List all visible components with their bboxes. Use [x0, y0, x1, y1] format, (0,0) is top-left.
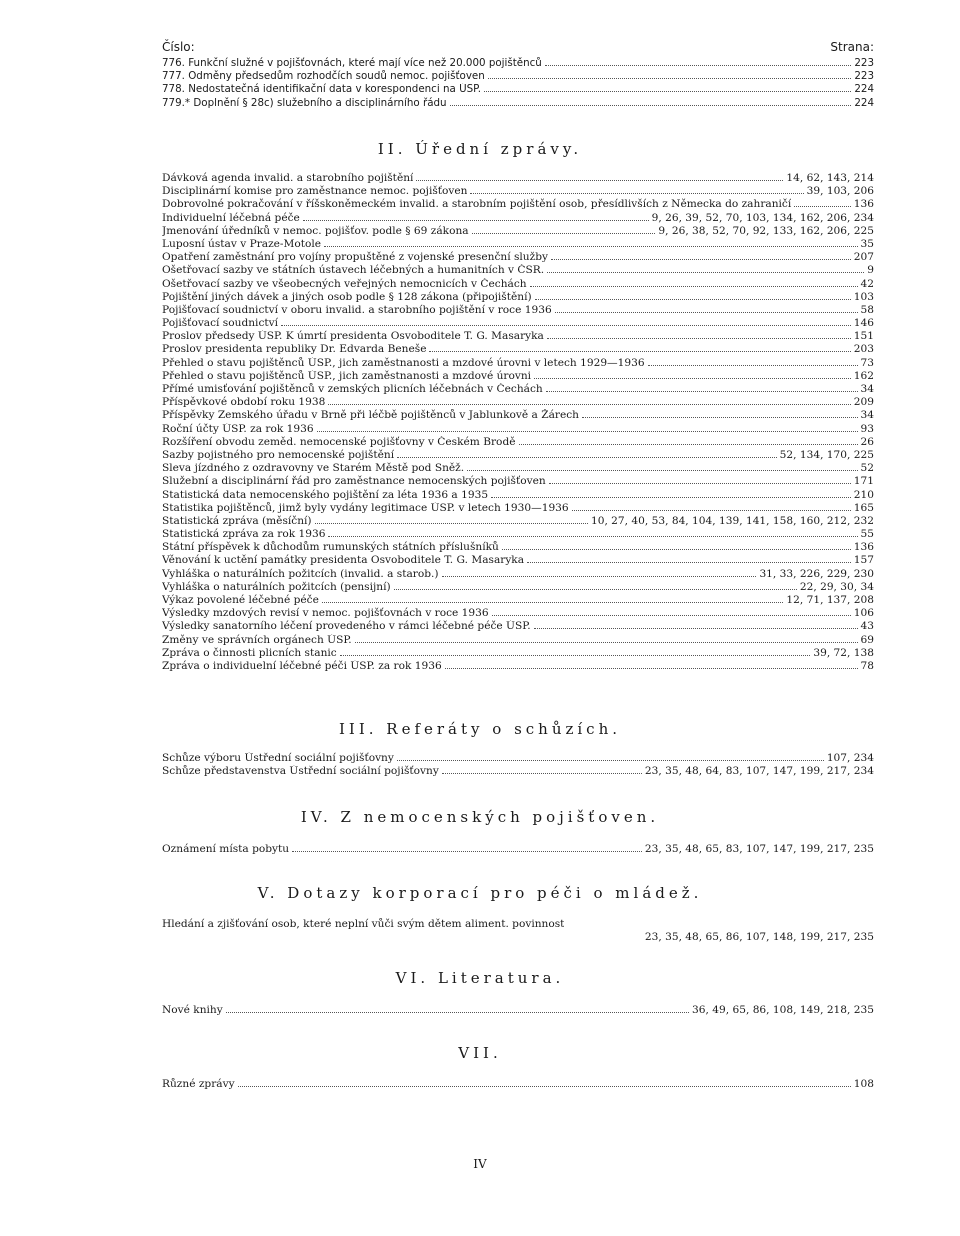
- entry-pages: 106: [853, 607, 874, 620]
- entry-text: Přehled o stavu pojištěnců ÚSP., jich zaměstnanosti a mzdové úrovni v letech 1929—1936: [162, 356, 645, 369]
- toc-entry: [162, 660, 874, 673]
- entry-pages: 43: [860, 620, 874, 633]
- entry-text: Luposní ústav v Praze-Motole: [162, 237, 322, 250]
- entry-pages: 23, 35, 48, 65, 86, 107, 148, 199, 217, 235: [644, 931, 874, 944]
- entry-pages: 171: [853, 475, 874, 488]
- entry-text: Vyhláška o naturálních požitcích (invalid. a starob.): [162, 567, 439, 580]
- toc-entry: [162, 1004, 874, 1017]
- entry-pages: 207: [853, 251, 874, 264]
- entry-pages: 223: [854, 57, 874, 69]
- entry-text: Statistika pojištěnců, jimž byly vydány legitimace ÚSP. v letech 1930—1936: [162, 501, 569, 514]
- section-7-list: [162, 1078, 874, 1091]
- dot-leader: [328, 404, 850, 405]
- entry-text: Pojišťovací soudnictví v oboru invalid. a starobního pojištění v roce 1936: [162, 303, 552, 316]
- entry-text: Sazby pojistného pro nemocenské pojištění: [162, 448, 395, 461]
- entry-text: Statistická zpráva (měsíční): [162, 514, 312, 527]
- toc-entry: [162, 1078, 874, 1091]
- toc-entry: [162, 581, 874, 594]
- dot-leader: [555, 312, 858, 313]
- dot-leader: [324, 246, 857, 247]
- entry-text: Statistická data nemocenského pojištění za léta 1936 a 1935: [162, 488, 489, 501]
- entry-text: Zpráva o individuelní léčebné péči ÚSP. za rok 1936: [162, 659, 442, 672]
- entry-pages: 107, 234: [826, 752, 874, 764]
- entry-pages: 103: [853, 290, 874, 303]
- toc-entry: [162, 343, 874, 356]
- entry-text: Vyhláška o naturálních požitcích (pensijní): [162, 580, 391, 593]
- dot-leader: [648, 365, 858, 366]
- entry-pages: 42: [860, 277, 874, 290]
- toc-entry: [162, 752, 874, 765]
- toc-entry: [162, 357, 874, 370]
- entry-text: Příspěvkové období roku 1938: [162, 396, 326, 409]
- dot-leader: [534, 378, 851, 379]
- toc-entry: [162, 291, 874, 304]
- dot-leader: [397, 457, 777, 458]
- dot-leader: [491, 497, 851, 498]
- entry-text: Věnování k uctění památky presidenta Osvoboditele T. G. Masaryka: [162, 554, 525, 567]
- entry-pages: 151: [853, 330, 874, 343]
- dot-leader: [429, 351, 850, 352]
- section-5-entry: [162, 918, 874, 944]
- entry-pages: 203: [853, 343, 874, 356]
- dot-leader: [545, 65, 852, 66]
- dot-leader: [794, 206, 851, 207]
- toc-entry: [162, 634, 874, 647]
- toc-entry: [162, 765, 874, 778]
- entry-pages: 223: [854, 70, 874, 83]
- entry-text: Schůze představenstva Ústřední sociální pojišťovny: [162, 765, 439, 778]
- entry-pages: 39, 72, 138: [813, 646, 874, 659]
- toc-entry: [162, 251, 874, 264]
- entry-pages: 12, 71, 137, 208: [786, 594, 874, 606]
- section-3-list: [162, 752, 874, 778]
- entry-text: Hledání a zjišťování osob, které neplní vůči svým dětem aliment. povinnost: [162, 918, 565, 930]
- dot-leader: [322, 602, 784, 603]
- entry-text: Příspěvky Zemského úřadu v Brně při léčbě pojištěnců v Jablunkově a Žárech: [162, 409, 579, 422]
- dot-leader: [467, 470, 857, 471]
- entry-text: Výsledky sanatorního léčení provedeného v rámci léčebné péče ÚSP.: [162, 620, 531, 633]
- entry-text: Dobrovolné pokračování v říšskoněmeckém invalid. a starobním pojištění osob, přesídlivších z Německa do zahraničí: [162, 198, 792, 211]
- entry-text: 778. Nedostatečná identifikační data v korespondenci na ÚSP.: [162, 83, 482, 96]
- dot-leader: [328, 536, 857, 537]
- toc-entry: [162, 436, 874, 449]
- entry-text: Různé zprávy: [162, 1078, 235, 1090]
- toc-entry: [162, 278, 874, 291]
- toc-entry: [162, 449, 874, 462]
- section-heading-6: VI. Literatura.: [395, 969, 565, 987]
- entry-text: Ošetřovací sazby ve státních ústavech léčebných a humanitních v ČSR.: [162, 264, 545, 277]
- entry-pages: 36, 49, 65, 86, 108, 149, 218, 235: [692, 1004, 874, 1016]
- dot-leader: [238, 1086, 851, 1087]
- entry-pages: 108: [853, 1078, 874, 1090]
- toc-entry: [162, 396, 874, 409]
- toc-entry: [162, 607, 874, 620]
- toc-entry: [162, 409, 874, 422]
- entry-pages: 14, 62, 143, 214: [786, 172, 874, 184]
- toc-top-list: [162, 57, 874, 110]
- section-heading-5: V. Dotazy korporací pro péči o mládež.: [257, 884, 703, 902]
- entry-text: Roční účty ÚSP. za rok 1936: [162, 422, 314, 435]
- section-2-list: [162, 172, 874, 673]
- toc-entry: [162, 647, 874, 660]
- dot-leader: [442, 773, 642, 774]
- toc-entry: [162, 212, 874, 225]
- entry-pages: 162: [853, 369, 874, 382]
- entry-pages: 23, 35, 48, 65, 83, 107, 147, 199, 217, 235: [644, 843, 874, 855]
- toc-entry: [162, 475, 874, 488]
- entry-text: 776. Funkční služné v pojišťovnách, které mají více než 20.000 pojištěnců: [162, 57, 542, 69]
- entry-text: Přímé umisťování pojištěnců v zemských plicních léčebnách v Čechách: [162, 383, 543, 395]
- entry-text: Ošetřovací sazby ve všeobecných veřejných nemocnicích v Čechách: [162, 277, 527, 290]
- dot-leader: [582, 417, 858, 418]
- entry-pages: 10, 27, 40, 53, 84, 104, 139, 141, 158, 160, 212, 232: [590, 514, 874, 527]
- dot-leader: [442, 576, 757, 577]
- section-6-list: [162, 1004, 874, 1017]
- toc-entry: [162, 502, 874, 515]
- entry-text: Individuelní léčebná péče: [162, 211, 300, 224]
- dot-leader: [303, 220, 649, 221]
- entry-text: Výkaz povolené léčebné péče: [162, 594, 319, 606]
- entry-pages: 224: [854, 96, 874, 109]
- toc-entry: [162, 528, 874, 541]
- entry-pages: 136: [853, 541, 874, 554]
- dot-leader: [355, 642, 858, 643]
- entry-pages: 224: [854, 83, 874, 96]
- toc-entry: [162, 383, 874, 396]
- entry-pages: 26: [860, 435, 874, 448]
- entry-text: 777. Odměny předsedům rozhodčích soudů nemoc. pojišťoven: [162, 70, 485, 83]
- dot-leader: [549, 483, 851, 484]
- toc-entry: [162, 620, 874, 633]
- dot-leader: [416, 180, 783, 181]
- dot-leader: [502, 549, 851, 550]
- entry-pages: 73: [860, 356, 874, 369]
- entry-text: Zpráva o činnosti plicních stanic: [162, 646, 337, 659]
- entry-pages: 34: [860, 383, 874, 395]
- toc-entry: [162, 594, 874, 607]
- entry-text: Výsledky mzdových revisí v nemoc. pojišťovnách v roce 1936: [162, 607, 489, 620]
- entry-text: Oznámení místa pobytu: [162, 843, 290, 855]
- entry-pages: 9, 26, 38, 52, 70, 92, 133, 162, 206, 225: [658, 224, 874, 237]
- entry-text: Statistická zpráva za rok 1936: [162, 528, 326, 541]
- dot-leader: [484, 91, 851, 92]
- dot-leader: [226, 1012, 689, 1013]
- toc-entry: [162, 317, 874, 330]
- section-heading-4: IV. Z nemocenských pojišťoven.: [300, 808, 660, 826]
- entry-text: Pojišťovací soudnictví: [162, 317, 279, 330]
- entry-pages: 22, 29, 30, 34: [799, 580, 874, 593]
- dot-leader: [546, 391, 858, 392]
- entry-pages: 93: [860, 422, 874, 435]
- dot-leader: [519, 444, 858, 445]
- toc-entry: [162, 554, 874, 567]
- toc-entry: [162, 57, 874, 70]
- section-heading-2: II. Úřední zprávy.: [377, 140, 583, 158]
- entry-text: Disciplinární komise pro zaměstnance nemoc. pojišťoven: [162, 185, 468, 198]
- dot-leader: [317, 431, 858, 432]
- entry-text: Proslov presidenta republiky Dr. Edvarda Beneše: [162, 343, 427, 356]
- toc-entry: [162, 83, 874, 96]
- entry-pages: 9: [867, 264, 874, 277]
- dot-leader: [281, 325, 851, 326]
- dot-leader: [488, 78, 852, 79]
- dot-leader: [551, 259, 851, 260]
- entry-pages: 165: [853, 501, 874, 514]
- entry-pages: 39, 103, 206: [806, 185, 874, 198]
- entry-pages: 52, 134, 170, 225: [779, 448, 874, 461]
- entry-text: Pojištění jiných dávek a jiných osob podle § 128 zákona (připojištění): [162, 290, 532, 303]
- dot-leader: [292, 851, 642, 852]
- toc-entry: [162, 238, 874, 251]
- entry-text: 779.* Doplnění § 28c) služebního a disciplinárního řádu: [162, 96, 447, 109]
- toc-entry: [162, 198, 874, 211]
- dot-leader: [572, 510, 851, 511]
- dot-leader: [340, 655, 811, 656]
- entry-text: Jmenování úředníků v nemoc. pojišťov. podle § 69 zákona: [162, 224, 469, 237]
- toc-entry: [162, 97, 874, 110]
- entry-pages: 136: [853, 198, 874, 211]
- entry-pages: 55: [860, 528, 874, 541]
- entry-pages: 210: [853, 488, 874, 501]
- toc-entry: [162, 515, 874, 528]
- dot-leader: [470, 193, 803, 194]
- toc-entry: [162, 304, 874, 317]
- toc-entry: [162, 70, 874, 83]
- entry-pages: 58: [860, 303, 874, 316]
- toc-entry: [162, 541, 874, 554]
- dot-leader: [472, 233, 656, 234]
- entry-text: Sleva jízdného z ozdravovny ve Starém Městě pod Sněž.: [162, 462, 465, 475]
- entry-text: Přehled o stavu pojištěnců ÚSP., jich zaměstnanosti a mzdové úrovni: [162, 369, 532, 382]
- dot-leader: [534, 628, 858, 629]
- entry-pages: 9, 26, 39, 52, 70, 103, 134, 162, 206, 234: [651, 211, 874, 224]
- entry-text: Změny ve správních orgánech ÚSP.: [162, 633, 352, 646]
- toc-entry: [162, 185, 874, 198]
- dot-leader: [547, 272, 864, 273]
- entry-text: Nové knihy: [162, 1004, 223, 1016]
- entry-pages: 78: [860, 659, 874, 672]
- entry-text: Služební a disciplinární řád pro zaměstnance nemocenských pojišťoven: [162, 475, 546, 488]
- toc-entry: [162, 489, 874, 502]
- dot-leader: [535, 299, 851, 300]
- entry-pages: 31, 33, 226, 229, 230: [759, 567, 874, 580]
- entry-text: Dávková agenda invalid. a starobního pojištění: [162, 172, 414, 184]
- header-page-label: Strana:: [830, 40, 874, 54]
- toc-entry: [162, 330, 874, 343]
- entry-pages: 146: [853, 317, 874, 330]
- entry-pages: 34: [860, 409, 874, 422]
- page-header: [162, 40, 874, 56]
- dot-leader: [445, 668, 858, 669]
- toc-entry: [162, 370, 874, 383]
- entry-pages: 209: [853, 396, 874, 409]
- toc-entry: [162, 423, 874, 436]
- header-number-label: Číslo:: [162, 40, 195, 54]
- section-4-list: [162, 843, 874, 856]
- dot-leader: [527, 562, 851, 563]
- entry-text: Rozšíření obvodu zeměd. nemocenské pojišťovny v Českém Brodě: [162, 435, 516, 448]
- section-heading-3: III. Referáty o schůzích.: [338, 720, 622, 738]
- dot-leader: [315, 523, 588, 524]
- page-number: IV: [473, 1157, 487, 1171]
- toc-entry: [162, 568, 874, 581]
- dot-leader: [394, 589, 797, 590]
- toc-entry: [162, 264, 874, 277]
- toc-entry: [162, 843, 874, 856]
- toc-entry: [162, 172, 874, 185]
- dot-leader: [547, 338, 851, 339]
- section-heading-7: VII.: [458, 1044, 502, 1062]
- dot-leader: [450, 105, 852, 106]
- entry-pages: 157: [853, 554, 874, 567]
- dot-leader: [397, 760, 824, 761]
- entry-text: Proslov předsedy ÚSP. K úmrtí presidenta Osvoboditele T. G. Masaryka: [162, 330, 544, 343]
- dot-leader: [492, 615, 851, 616]
- entry-pages: 23, 35, 48, 64, 83, 107, 147, 199, 217, 234: [644, 765, 874, 778]
- entry-text: Opatření zaměstnání pro vojíny propuštěné z vojenské presenční služby: [162, 251, 548, 264]
- entry-pages: 69: [860, 633, 874, 646]
- entry-text: Státní příspěvek k důchodům rumunských státních příslušníků: [162, 541, 499, 554]
- entry-pages: 35: [860, 237, 874, 250]
- entry-text: Schůze výboru Ústřední sociální pojišťovny: [162, 752, 394, 764]
- toc-entry: [162, 462, 874, 475]
- dot-leader: [530, 286, 858, 287]
- entry-pages: 52: [860, 462, 874, 475]
- toc-entry: [162, 225, 874, 238]
